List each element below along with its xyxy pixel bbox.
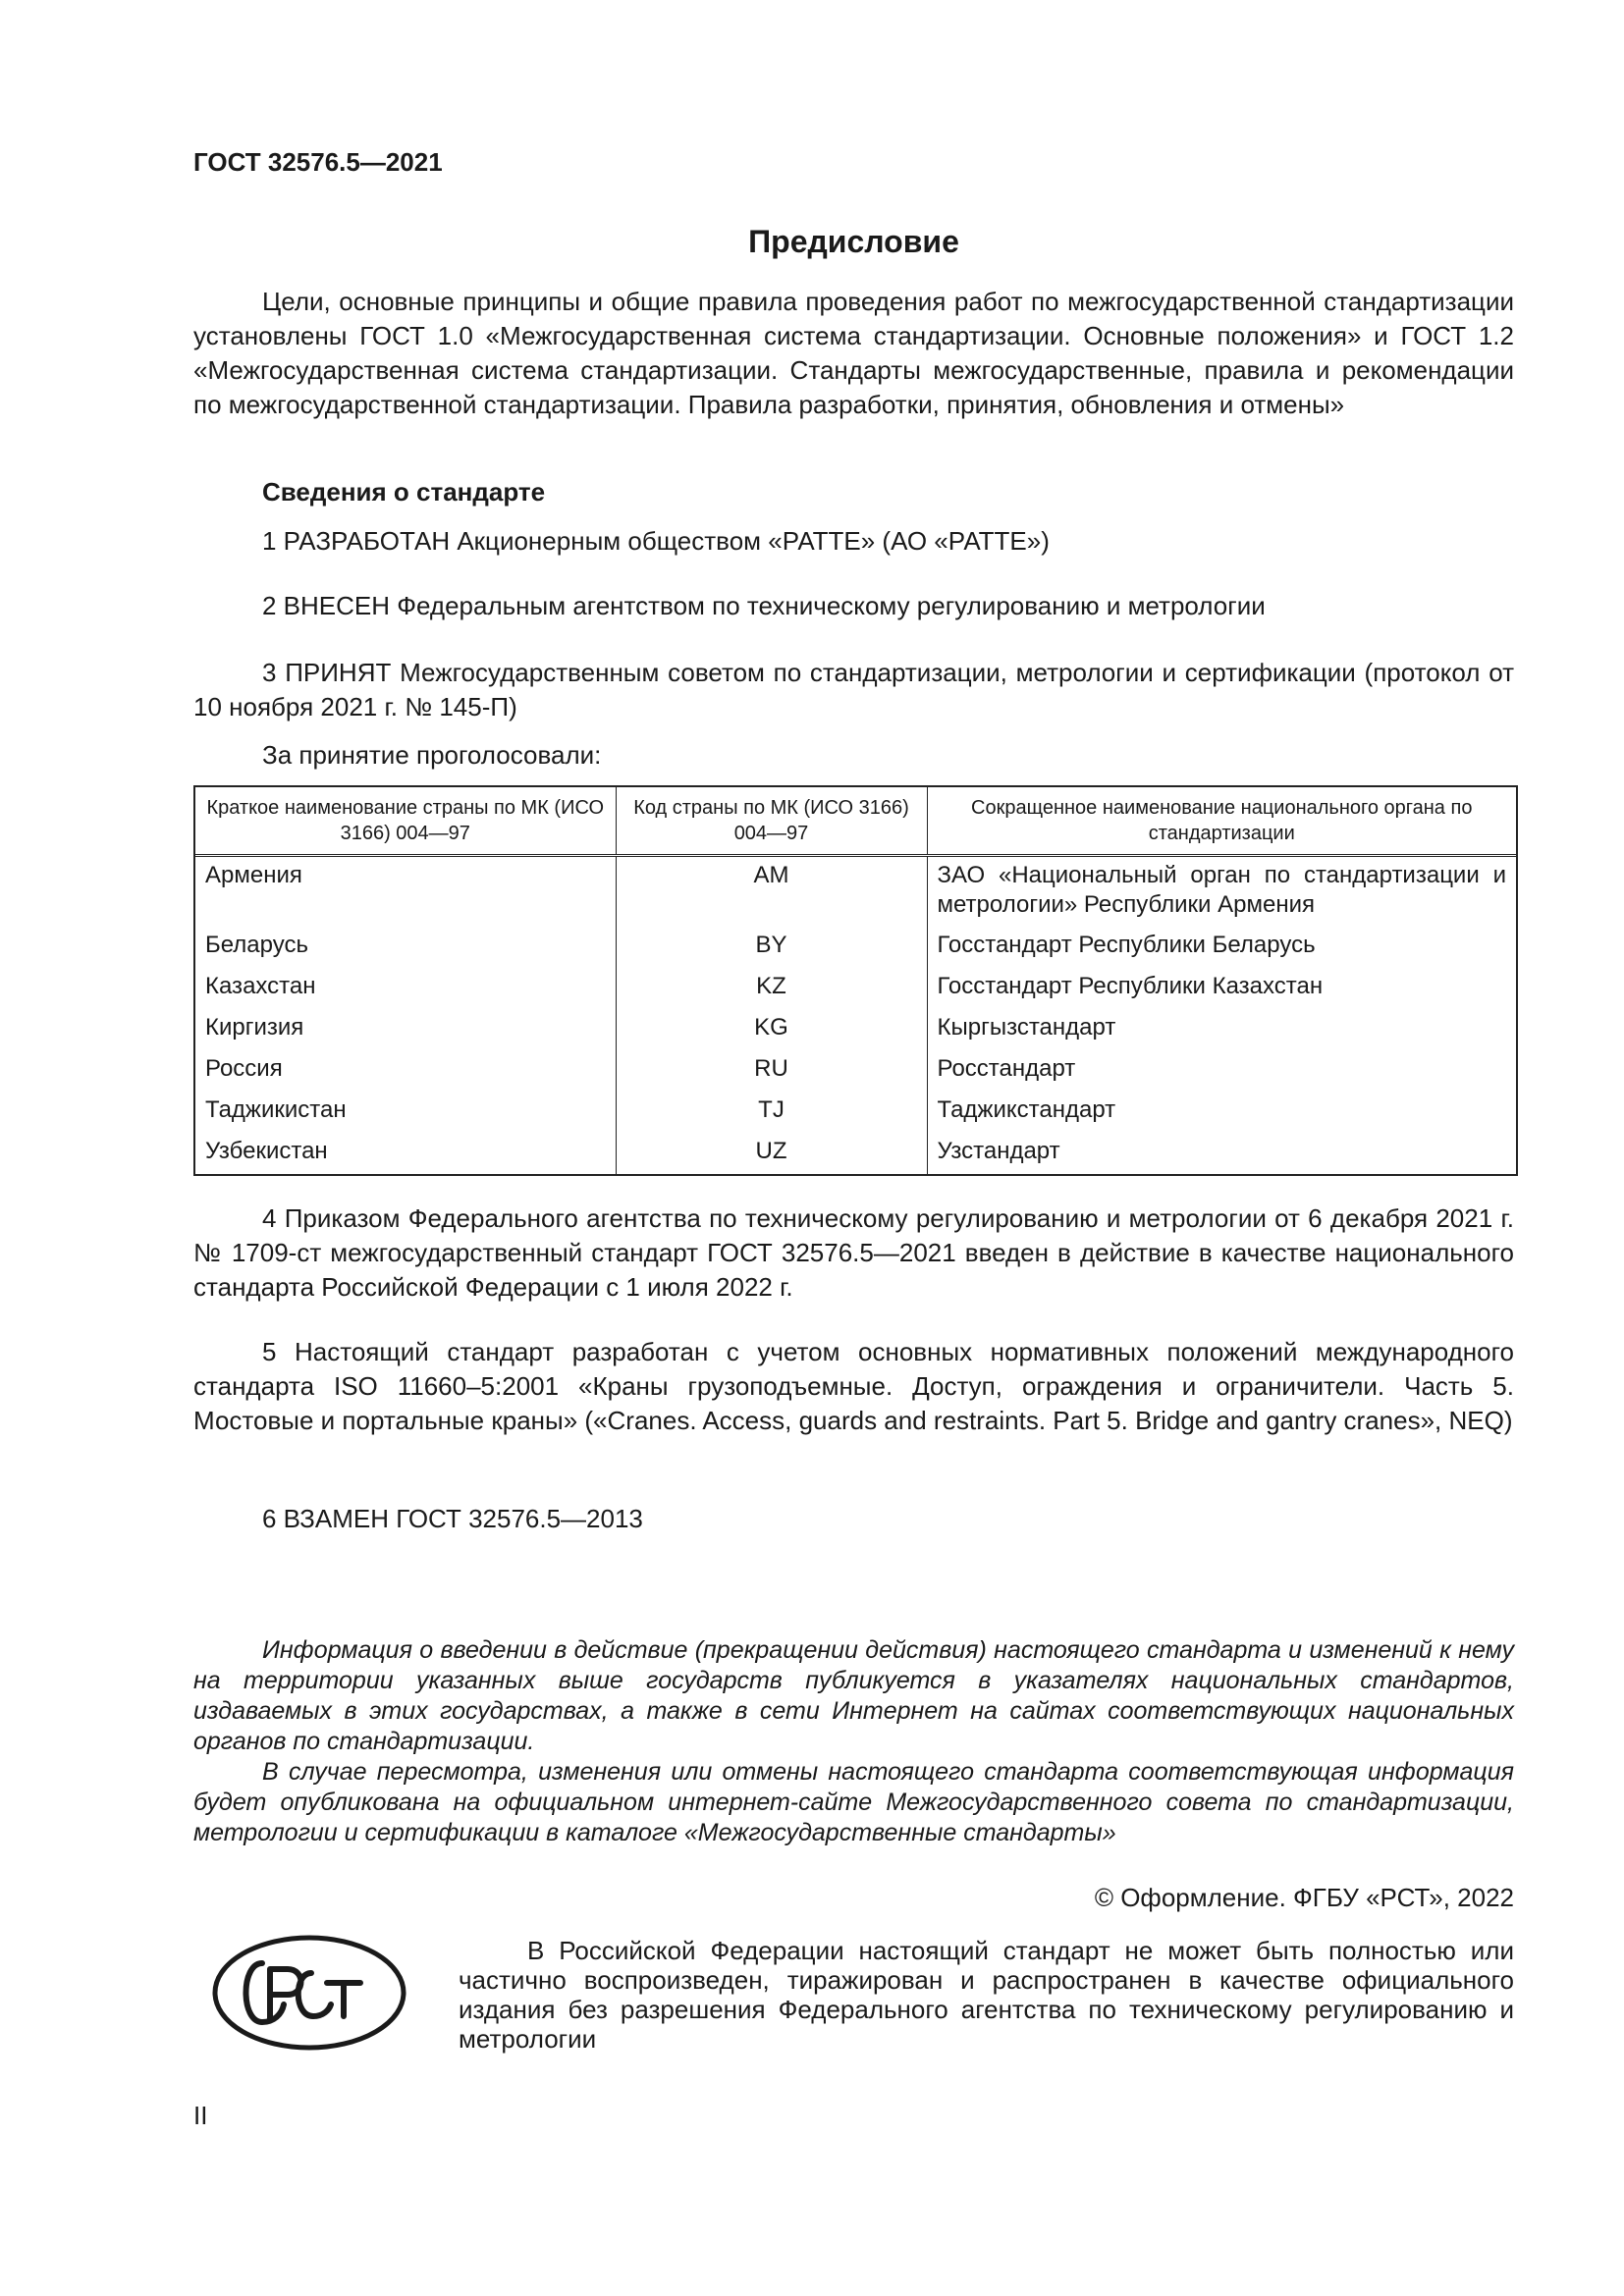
cell-country: Армения (195, 856, 616, 927)
header-country: Краткое наименование страны по МК (ИСО 3166) 004—97 (195, 787, 616, 856)
foreword-intro: Цели, основные принципы и общие правила проведения работ по межгосударственной стандартизации установлены ГОСТ 1.0 «Межгосударственная система стандартизации. Основные положения» и ГОСТ 1.2 «Межгосударственная система стандартизации. Стандарты межгосударственные, правила и рекомендации по межгосударственной стандартизации. Правила разработки, принятия, обновления и отмены» (193, 287, 1514, 419)
cell-code: BY (616, 927, 927, 968)
standard-code-header: ГОСТ 32576.5—2021 (193, 147, 443, 177)
copyright-line: © Оформление. ФГБУ «РСТ», 2022 (1094, 1883, 1514, 1912)
info-item-2: 2 ВНЕСЕН Федеральным агентством по техническому регулированию и метрологии (262, 591, 1266, 620)
info-item-1: 1 РАЗРАБОТАН Акционерным обществом «РАТТЕ» (АО «РАТТЕ») (262, 526, 1050, 556)
cell-code: TJ (616, 1092, 927, 1133)
cell-code: KZ (616, 968, 927, 1009)
info-item-6: 6 ВЗАМЕН ГОСТ 32576.5—2013 (262, 1504, 643, 1533)
cell-org: ЗАО «Национальный орган по стандартизации и метрологии» Республики Армения (937, 862, 1506, 918)
cell-org: Госстандарт Республики Беларусь (937, 931, 1316, 958)
cell-org: Росстандарт (937, 1054, 1076, 1082)
table-row (195, 927, 1516, 968)
cell-code: AM (616, 856, 927, 927)
voted-label: За принятие проголосовали: (262, 740, 602, 770)
cell-code: UZ (616, 1133, 927, 1174)
cell-code: KG (616, 1009, 927, 1050)
header-code: Код страны по МК (ИСО 3166) 004—97 (616, 787, 927, 856)
cell-code: RU (616, 1050, 927, 1092)
cell-org: Таджикстандарт (937, 1095, 1116, 1123)
table-header-row (195, 787, 1516, 856)
cell-country: Россия (195, 1050, 616, 1092)
cell-country: Таджикистан (195, 1092, 616, 1133)
cell-org: Госстандарт Республики Казахстан (937, 972, 1324, 999)
cell-country: Киргизия (195, 1009, 616, 1050)
table-row (195, 1009, 1516, 1050)
table-row (195, 1092, 1516, 1133)
cell-country: Казахстан (195, 968, 616, 1009)
notice-paragraph-1: Информация о введении в действие (прекращении действия) настоящего стандарта и изменений к нему на территории указанных выше государств публикуется в указателях национальных стандартов, издаваемых в этих государствах, а также в сети Интернет на сайтах соответствующих национальных органов по стандартизации. (193, 1636, 1514, 1755)
cell-country: Узбекистан (195, 1133, 616, 1174)
cell-country: Беларусь (195, 927, 616, 968)
rights-notice: В Российской Федерации настоящий стандарт не может быть полностью или частично воспроизведен, тиражирован и распространен в качестве официального издания без разрешения Федерального агентства по техническому регулированию и метрологии (459, 1936, 1514, 2054)
standard-info-heading: Сведения о стандарте (262, 477, 546, 507)
table-row (195, 856, 1516, 927)
cell-org: Кыргызстандарт (937, 1013, 1116, 1041)
notice-paragraph-2: В случае пересмотра, изменения или отмены настоящего стандарта соответствующая информация будет опубликована на официальном интернет-сайте Межгосударственного совета по стандартизации, метрологии и сертификации в каталоге «Межгосударственные стандарты» (193, 1758, 1514, 1846)
table-row (195, 1133, 1516, 1174)
rst-logo-icon (211, 1934, 407, 2052)
table-row (195, 1050, 1516, 1092)
voting-table (193, 785, 1518, 1176)
header-org: Сокращенное наименование национального органа по стандартизации (927, 787, 1516, 856)
info-item-3: 3 ПРИНЯТ Межгосударственным советом по стандартизации, метрологии и сертификации (протокол от 10 ноября 2021 г. № 145-П) (193, 658, 1514, 721)
cell-org: Узстандарт (937, 1137, 1060, 1164)
table-row (195, 968, 1516, 1009)
info-item-4: 4 Приказом Федерального агентства по техническому регулированию и метрологии от 6 декабря 2021 г. № 1709-ст межгосударственный стандарт ГОСТ 32576.5—2021 введен в действие в качестве национального стандарта Российской Федерации с 1 июля 2022 г. (193, 1203, 1514, 1302)
info-item-5: 5 Настоящий стандарт разработан с учетом основных нормативных положений международного стандарта ISO 11660–5:2001 «Краны грузоподъемные. Доступ, ограждения и ограничители. Часть 5. Мостовые и портальные краны» («Cranes. Access, guards and restraints. Part 5. Bridge and gantry cranes», NEQ) (193, 1337, 1514, 1435)
page-number: II (193, 2101, 208, 2130)
foreword-title: Предисловие (748, 224, 959, 259)
